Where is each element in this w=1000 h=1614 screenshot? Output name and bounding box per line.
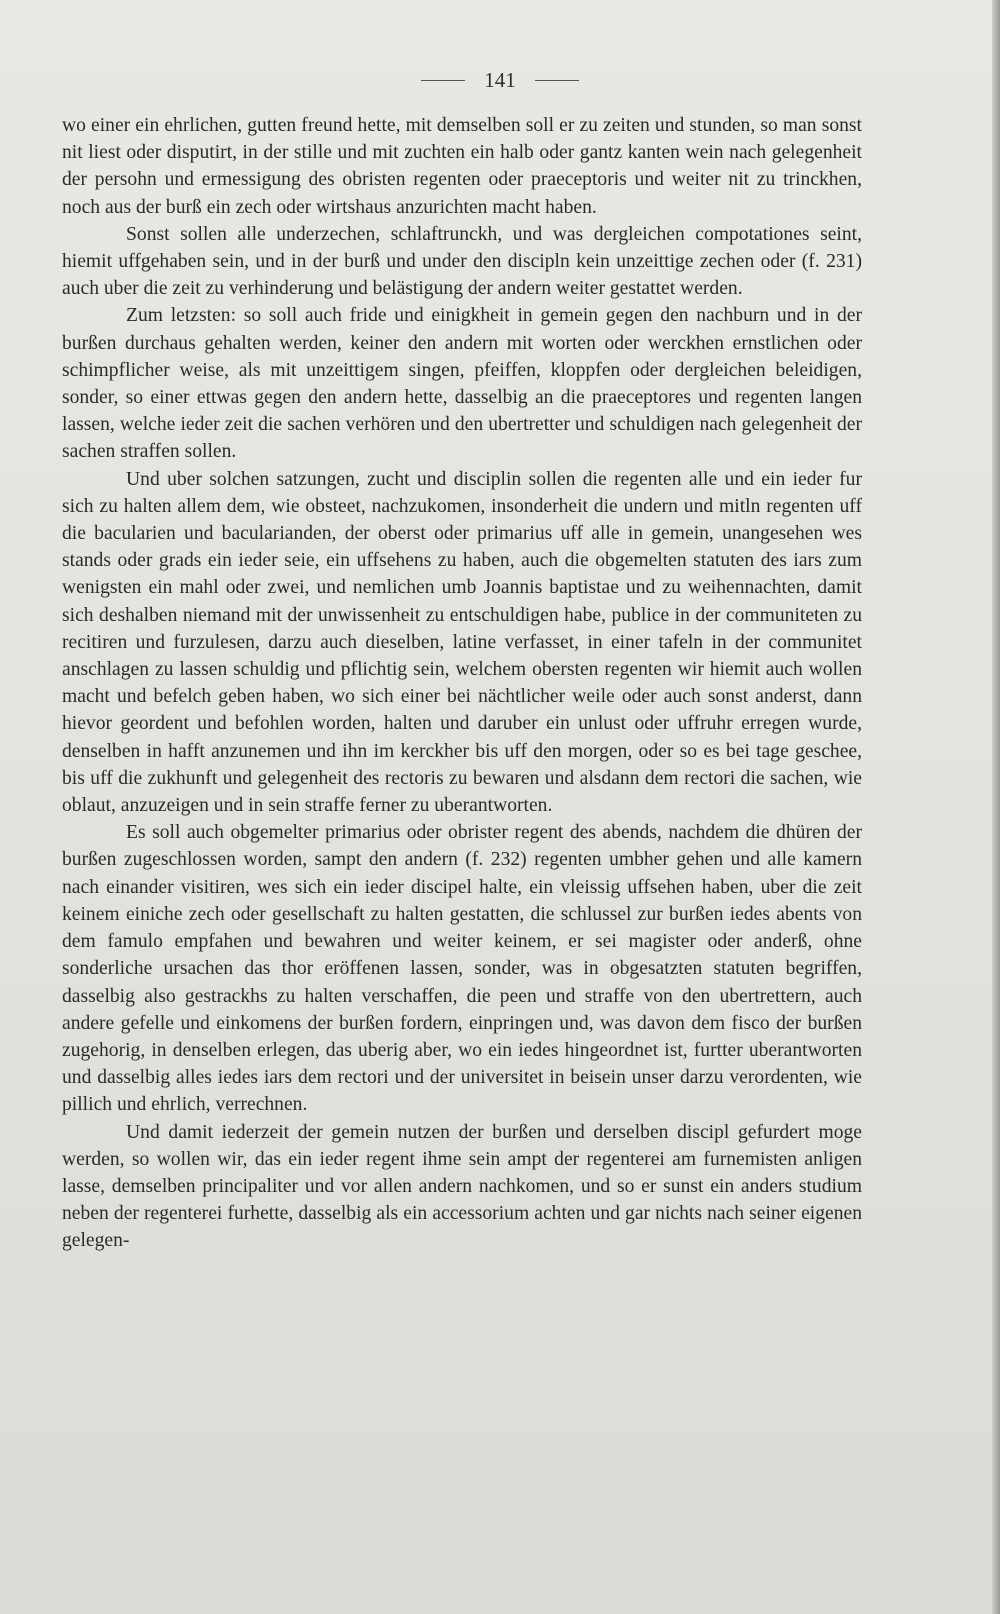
page-number: 141 (484, 68, 516, 92)
body-text (62, 112, 862, 1255)
paragraph-4: Und uber solchen satzungen, zucht und disciplin sollen die regenten alle und ein ieder fur sich zu halten allem dem, wie obsteet, nachzukomen, insonderheit die undern und mitln regenten uff die bacularien und bacularianden, der oberst oder primarius uff alle in gemein, unangesehen wes stands oder grads ein ieder seie, ein uffsehens zu haben, auch die obgemelten statuten des iars zum wenigsten ein mahl oder zwei, und nemlichen umb Joannis baptistae und zu weihennachten, damit sich deshalben niemand mit der unwissenheit zu entschuldigen habe, publice in der communiteten zu recitiren und furzulesen, darzu auch dieselben, latine verfasset, in einer tafeln in der communitet anschlagen zu lassen schuldig und pflichtig sein, welchem obersten regenten wir hiemit auch wollen macht und befelch geben haben, wo sich einer bei nächtlicher weile oder auch sonst anderst, dann hievor geordent und befohlen worden, halten und daruber ein unlust oder uffruhr erregen wurde, denselben in hafft anzunemen und ihn im kerckher bis uff den morgen, oder so es bei tage geschee, bis uff die zukhunft und gelegenheit des rectoris zu bewaren und alsdann dem rectori die sachen, wie oblaut, anzuzeigen und in sein straffe ferner zu uberantworten. (62, 468, 862, 817)
page-header (0, 68, 1000, 93)
paragraph-3: Zum letzsten: so soll auch fride und einigkheit in gemein gegen den nachburn und in der burßen durchaus gehalten werden, keiner den andern mit worten oder werckhen ernstlichen oder schimpflicher weise, als mit unzeittigem singen, pfeiffen, kloppfen oder dergleichen beleidigen, sonder, so einer ettwas gegen den andern hette, dasselbig an die praeceptores und regenten langen lassen, welche ieder zeit die sachen verhören und den ubertretter und schuldigen nach gelegenheit der sachen straffen sollen. (62, 305, 862, 463)
header-rule-left (421, 80, 465, 81)
paragraph-2: Sonst sollen alle underzechen, schlaftrunckh, und was dergleichen compotationes seint, hiemit uffgehaben sein, und in der burß und under den discipln kein unzeittige zechen oder (f. 231) auch uber die zeit zu verhinderung und belästigung der andern weiter gestattet werden. (62, 223, 862, 300)
paragraph-1: wo einer ein ehrlichen, gutten freund hette, mit demselben soll er zu zeiten und stunden, so man sonst nit liest oder disputirt, in der stille und mit zuchten ein halb oder gantz kanten wein nach gelegenheit der persohn und ermessigung des obristen regenten oder praeceptoris und weiter nit zu trinckhen, noch aus der burß ein zech oder wirtshaus anzurichten macht haben. (62, 115, 862, 218)
page-edge-shadow (992, 0, 1000, 1614)
paragraph-6: Und damit iederzeit der gemein nutzen der burßen und derselben discipl gefurdert moge werden, so wollen wir, das ein ieder regent ihme sein ampt der regenterei am furnemisten anligen lasse, demselben principaliter und vor allen andern nachkomen, und so er sunst ein anders studium neben der regenterei furhette, dasselbig als ein accessorium achten und gar nichts nach seiner eigenen gelegen- (62, 1121, 862, 1252)
paragraph-5: Es soll auch obgemelter primarius oder obrister regent des abends, nachdem die dhüren der burßen zugeschlossen worden, sampt den andern (f. 232) regenten umbher gehen und alle kamern nach einander visitiren, wes sich ein ieder discipel halte, ein vleissig uffsehen haben, uber die zeit keinem einiche zech oder gesellschaft zu halten gestatten, die schlussel zur burßen iedes abents von dem famulo empfahen und bewahren und weiter keinem, er sei magister oder anderß, ohne sonderliche ursachen das thor eröffenen lassen, sonder, was in obgesatzten statuten begriffen, dasselbig also gestrackhs zu halten verschaffen, die peen und straffe von den ubertrettern, auch andere gefelle und einkomens der burßen fordern, einpringen und, was davon dem fisco der burßen zugehorig, in denselben erlegen, das uberig aber, wo ein iedes hingeordnet ist, furtter uberantworten und dasselbig alles iedes iars dem rectori und der universitet in beisein unser darzu verordenten, wie pillich und ehrlich, verrechnen. (62, 822, 862, 1116)
header-rule-right (535, 80, 579, 81)
